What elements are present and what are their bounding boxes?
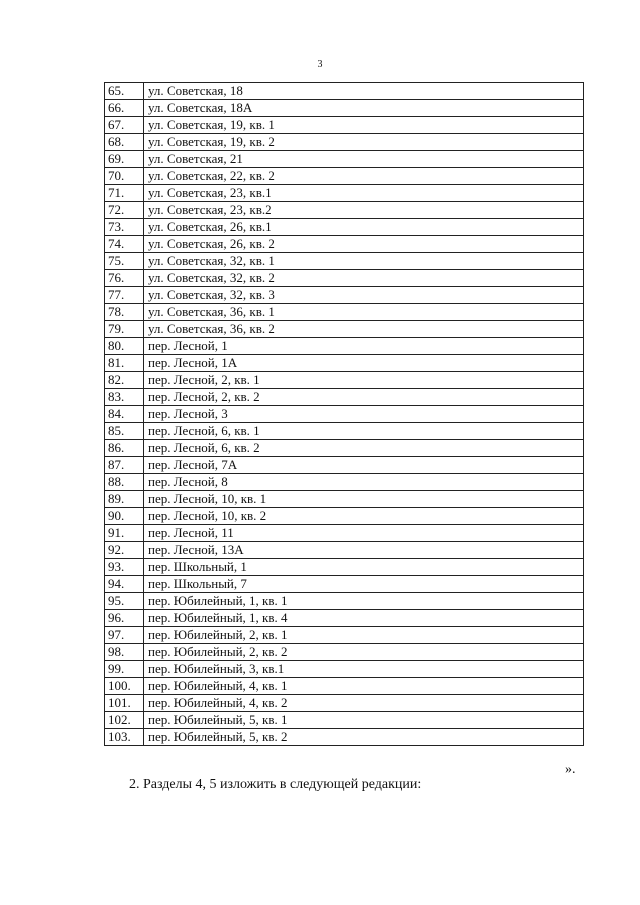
row-number: 66. [105,100,144,117]
row-address: пер. Лесной, 10, кв. 1 [144,491,584,508]
row-address: ул. Советская, 19, кв. 1 [144,117,584,134]
row-address: ул. Советская, 36, кв. 2 [144,321,584,338]
table-row [105,202,584,219]
row-address: пер. Юбилейный, 5, кв. 2 [144,729,584,746]
row-number: 94. [105,576,144,593]
row-address: пер. Лесной, 10, кв. 2 [144,508,584,525]
table-row [105,117,584,134]
row-address: пер. Школьный, 7 [144,576,584,593]
table-row [105,423,584,440]
table-row [105,83,584,100]
row-number: 84. [105,406,144,423]
table-row [105,355,584,372]
row-number: 77. [105,287,144,304]
row-address: ул. Советская, 36, кв. 1 [144,304,584,321]
page-number: 3 [317,59,323,70]
row-address: ул. Советская, 18 [144,83,584,100]
row-address: ул. Советская, 23, кв.2 [144,202,584,219]
row-number: 68. [105,134,144,151]
row-number: 96. [105,610,144,627]
table-row [105,100,584,117]
row-number: 75. [105,253,144,270]
closing-quote: ». [565,762,576,777]
row-number: 67. [105,117,144,134]
row-number: 80. [105,338,144,355]
table-row [105,151,584,168]
table-row [105,134,584,151]
row-number: 98. [105,644,144,661]
table-row [105,712,584,729]
row-address: пер. Лесной, 2, кв. 2 [144,389,584,406]
row-number: 70. [105,168,144,185]
row-number: 82. [105,372,144,389]
row-address: пер. Школьный, 1 [144,559,584,576]
table-row [105,644,584,661]
section-paragraph: 2. Разделы 4, 5 изложить в следующей редакции: [129,777,422,792]
row-address: пер. Лесной, 8 [144,474,584,491]
row-address: ул. Советская, 23, кв.1 [144,185,584,202]
row-address: пер. Лесной, 3 [144,406,584,423]
row-number: 79. [105,321,144,338]
row-address: пер. Юбилейный, 1, кв. 1 [144,593,584,610]
row-address: пер. Лесной, 6, кв. 2 [144,440,584,457]
table-row [105,321,584,338]
address-table [104,82,584,746]
row-number: 87. [105,457,144,474]
table-row [105,576,584,593]
row-number: 85. [105,423,144,440]
table-row [105,525,584,542]
row-address: пер. Лесной, 2, кв. 1 [144,372,584,389]
row-address: пер. Лесной, 1А [144,355,584,372]
table-row [105,457,584,474]
row-number: 99. [105,661,144,678]
table-row [105,185,584,202]
table-row [105,389,584,406]
row-address: ул. Советская, 26, кв. 2 [144,236,584,253]
row-address: пер. Лесной, 1 [144,338,584,355]
table-row [105,559,584,576]
row-number: 101. [105,695,144,712]
row-address: пер. Юбилейный, 1, кв. 4 [144,610,584,627]
table-row [105,338,584,355]
row-address: пер. Юбилейный, 2, кв. 2 [144,644,584,661]
table-row [105,304,584,321]
row-address: ул. Советская, 32, кв. 1 [144,253,584,270]
row-number: 97. [105,627,144,644]
row-number: 90. [105,508,144,525]
table-row [105,661,584,678]
table-row [105,168,584,185]
row-address: ул. Советская, 32, кв. 3 [144,287,584,304]
row-address: ул. Советская, 22, кв. 2 [144,168,584,185]
row-number: 78. [105,304,144,321]
row-number: 95. [105,593,144,610]
table-row [105,372,584,389]
table-row [105,491,584,508]
row-number: 102. [105,712,144,729]
table-row [105,593,584,610]
row-address: ул. Советская, 18А [144,100,584,117]
row-address: пер. Юбилейный, 5, кв. 1 [144,712,584,729]
table-row [105,508,584,525]
table-row [105,219,584,236]
row-number: 83. [105,389,144,406]
table-row [105,542,584,559]
row-number: 72. [105,202,144,219]
row-address: пер. Лесной, 6, кв. 1 [144,423,584,440]
row-address: ул. Советская, 19, кв. 2 [144,134,584,151]
address-table-body [105,83,584,746]
row-number: 73. [105,219,144,236]
row-number: 76. [105,270,144,287]
row-address: ул. Советская, 26, кв.1 [144,219,584,236]
row-number: 65. [105,83,144,100]
row-number: 93. [105,559,144,576]
table-row [105,678,584,695]
table-row [105,253,584,270]
row-address: пер. Юбилейный, 4, кв. 1 [144,678,584,695]
table-row [105,610,584,627]
row-address: пер. Лесной, 11 [144,525,584,542]
table-row [105,695,584,712]
row-number: 71. [105,185,144,202]
table-row [105,474,584,491]
row-number: 88. [105,474,144,491]
row-number: 91. [105,525,144,542]
row-address: пер. Лесной, 7А [144,457,584,474]
row-address: пер. Юбилейный, 3, кв.1 [144,661,584,678]
row-number: 100. [105,678,144,695]
row-number: 81. [105,355,144,372]
row-number: 103. [105,729,144,746]
row-number: 89. [105,491,144,508]
table-row [105,236,584,253]
row-address: ул. Советская, 32, кв. 2 [144,270,584,287]
row-address: пер. Юбилейный, 4, кв. 2 [144,695,584,712]
table-row [105,440,584,457]
row-number: 74. [105,236,144,253]
row-address: пер. Лесной, 13А [144,542,584,559]
row-number: 92. [105,542,144,559]
table-row [105,729,584,746]
row-number: 86. [105,440,144,457]
table-row [105,406,584,423]
table-row [105,287,584,304]
row-address: ул. Советская, 21 [144,151,584,168]
table-row [105,270,584,287]
row-address: пер. Юбилейный, 2, кв. 1 [144,627,584,644]
table-row [105,627,584,644]
row-number: 69. [105,151,144,168]
